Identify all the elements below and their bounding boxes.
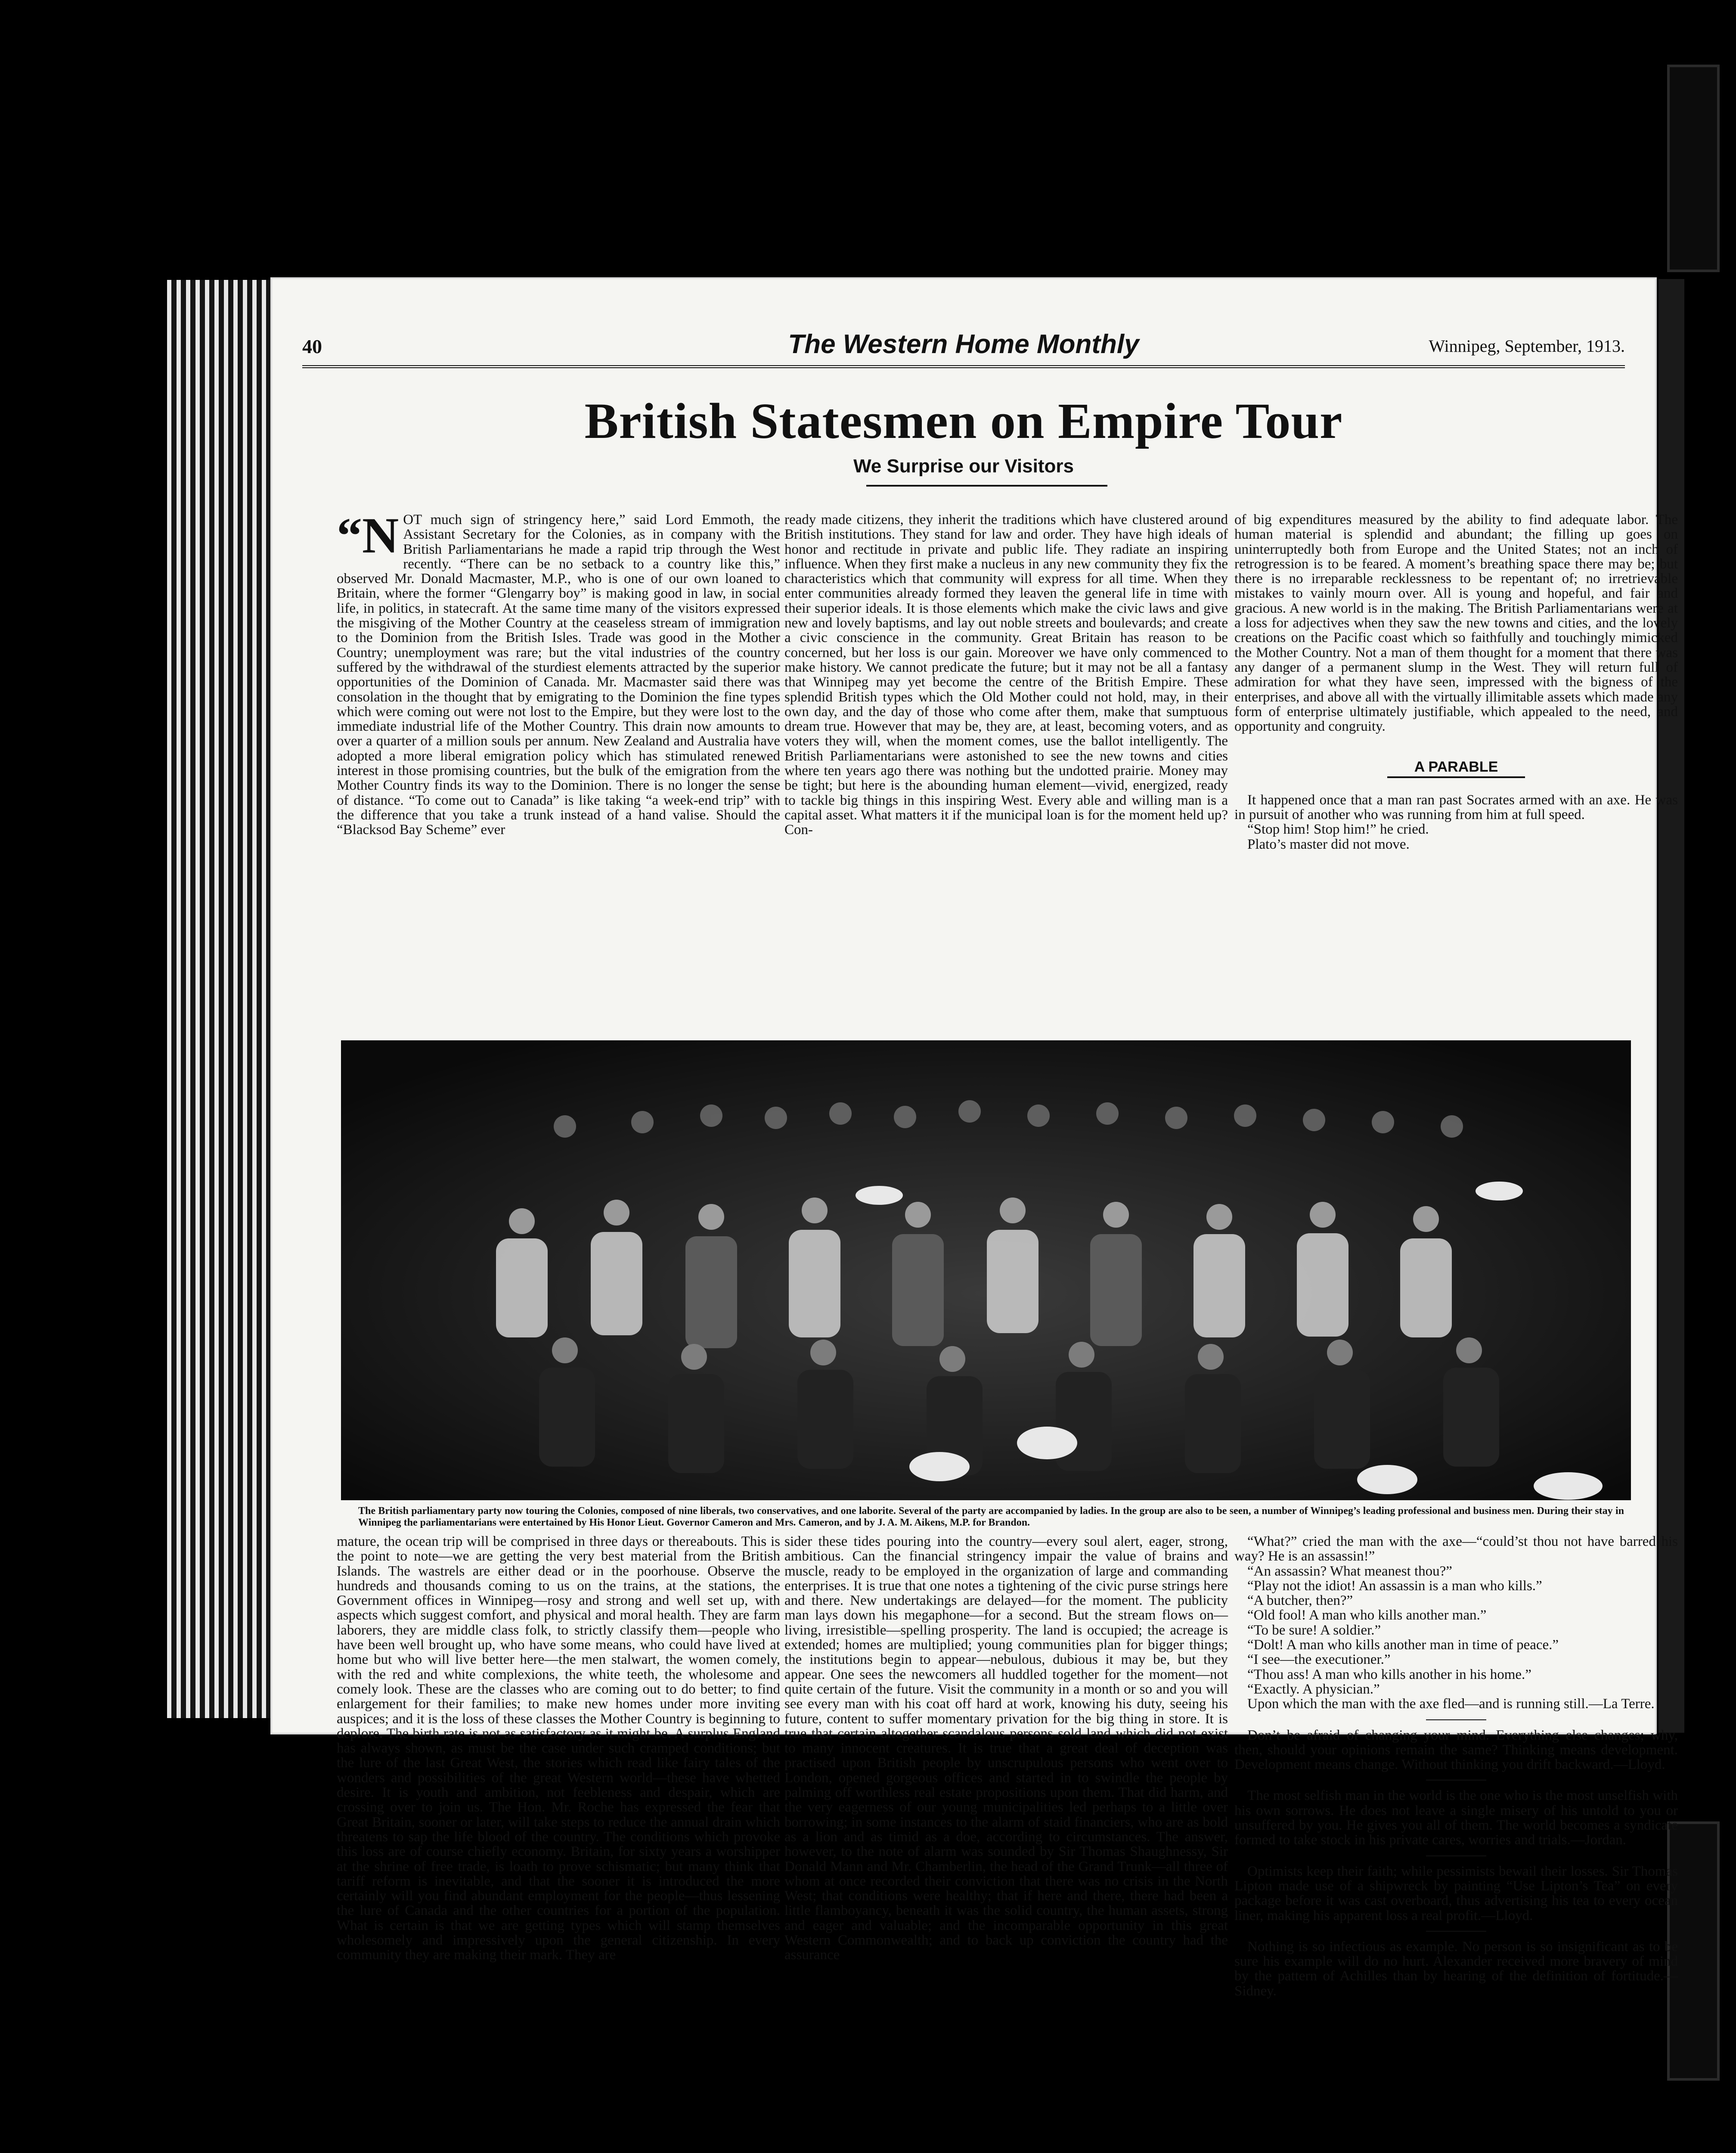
col1-text: OT much sign of stringency here,” said Lord Emmoth, the Assistant Secretary for the Colonies, as in company with the British Parliamentarians he made a rapid trip through the West recently. “There can be no setback to a country like this,” observed Mr. Donald Macmaster, M.P., who is one of our own loaned to Britain, where the former “Glengarry boy” is making good in law, in social life, in politics, in statecraft. At the same time many of the visitors expressed the misgiving of the Mother Country at the ceaseless stream of immigration to the Dominion from the British Isles. Trade was good in the Mother Country; unemployment was rare; but the vital industries of the country suffered by the withdrawal of the sturdiest elements attracted by the superior opportunities of the Dominion of Canada. Mr. Macmaster said there was consolation in the thought that by emigrating to the Dominion the fine types which were coming out were not lost to the Empire, but they were lost to the immediate industrial life of the Mother Country. This drain now amounts to over a quarter of a million souls per annum. New Zealand and Australia have adopted a more liberal emigration policy which has stimulated renewed interest in those promising countries, but the bulk of the emigration from the Mother Country finds its way to the Dominion. There is no longer the sense of distance. “To come out to Canada” is like taking “a week-end trip” with the difference that you take a trunk instead of a hand valise. Should the “Blacksod Bay Scheme” ever: [337, 512, 780, 838]
column-1-top: [337, 507, 780, 1025]
parable-dialogue-4: “A butcher, then?”: [1247, 1593, 1353, 1609]
column-3-top: [1234, 512, 1678, 1033]
parable-rule: [1387, 776, 1525, 778]
column-1-bottom: [337, 1534, 780, 1963]
book-page-edges: [167, 280, 274, 1718]
parable-line-2: “Stop him! Stop him!” he cried.: [1247, 822, 1429, 838]
parable-dialogue-8: “I see—the executioner.”: [1247, 1652, 1391, 1668]
photo-caption: The British parliamentary party now touring the Colonies, composed of nine liberals, two conservatives, and one laborite. Several of the party are accompanied by ladies. In the group are also to be seen, a number of Winnipeg’s leading professional and business men. During their stay in Winnipeg the parliamentarians were entertained by His Honor Lieut. Governor Cameron and Mrs. Cameron, and by J. A. M. Aikens, M.P. for Brandon.: [358, 1505, 1624, 1528]
parable-dialogue-7: “Dolt! A man who kills another man in time of peace.”: [1247, 1637, 1559, 1653]
col1b-text: mature, the ocean trip will be comprised in three days or thereabouts. This is the point to note—we are getting the very best material from the British Islands. The wastrels are either dead or in the poorhouse. Observe the hundreds and thousands coming to us on the trains, at the stations, the Government offices in Winnipeg—rosy and strong and well set up, with aspects which suggest comfort, and physical and moral health. They are farm laborers, they are middle class folk, to strictly classify them—people who have been well brought up, who have some means, who could have lived at home but who will live better here—the men stalwart, the women comely, with the red and white complexions, the white teeth, the wholesome and comely look. These are the classes who are coming out to do better; to find enlargement for their families; to make new homes under more inviting auspices; and it is the loss of these classes the Mother Country is beginning to deplore. The birth rate is not as satisfactory as it might be. A surplus England has always shown, as must be the case under such cramped conditions; but the lure of the last Great West, the stories which read like fairy tales of the wonders and possibilities of the great Western world—these have whetted desire. It is youth and ambition, not feebleness and despair, which are crossing over to join us. The Hon. Mr. Roche has expressed the fear that Great Britain, sooner or later, will take steps to reduce the annual drain which threatens to sap the life blood of the country. The conditions which provoke this loss are of course chiefly economy. Britain, for sixty years a worshipper at the shrine of free trade, is loath to prove schismatic; but many think that tariff reform is inevitable, and that the sooner it is introduced the more certainly will you find abundant employment for the people—thus lessening the lure of Canada and the other countries for a portion of the population. What is certain is that we are getting types which will stamp themselves wholesomely and impressively upon the general citizenship. In every community they are making their mark. They are: [337, 1534, 780, 1963]
subtitle-rule: [866, 485, 1107, 487]
page-number: 40: [302, 335, 322, 357]
parable-dialogue-11: Upon which the man with the axe fled—and is running still.—La Terre.: [1247, 1696, 1655, 1712]
parable-dialogue-1: “What?” cried the man with the axe—“could’st thou not have barred his way? He is an assassin!”: [1234, 1534, 1678, 1564]
page-header: [302, 326, 1625, 368]
parable-heading: A PARABLE: [1414, 759, 1498, 776]
group-photo-illustration: [341, 1040, 1631, 1500]
section-rule: [1426, 1931, 1486, 1932]
article-subtitle: We Surprise our Visitors: [853, 456, 1074, 477]
section-rule: [1426, 1719, 1486, 1720]
column-2-top: [784, 512, 1228, 1025]
group-photograph: [341, 1040, 1631, 1500]
column-2-bottom: [784, 1534, 1228, 1963]
parable-dialogue-3: “Play not the idiot! An assassin is a man who kills.”: [1247, 1578, 1542, 1594]
col2b-text: sider these tides pouring into the country—every soul alert, eager, strong, ambitious. Can the financial stringency impair the value of brains and muscle, ready to be employed in the organization of large and commanding enterprises. It is true that one notes a tightening of the civic purse strings here and there. New undertakings are delayed—for the moment. The publicity man lays down his megaphone—for a second. But the stream flows on—living, irresistible—spelling prosperity. The land is occupied; the acreage is extended; homes are multiplied; young communities plan for bigger things; the institutions begin to appear—nebulous, dubious it may be, but they appear. One sees the newcomers all huddled together for the moment—not quite certain of the future. Visit the community in a month or so and you will see every man with his coat off hard at work, knowing his duty, seeing his future, content to suffer momentary privation for the big thing in store. It is true that certain altogether scandalous persons sold land which did not exist to many innocent creatures. It is true that a great deal of deception was practised upon British people by unscrupulous persons who went over to London, opened gorgeous offices and started in to swindle the people by palming off worthless real estate propositions upon them. That did harm, and the very eagerness of our young municipalities led perhaps to a little over borrowing; in some instances to the alarm of staid financiers, who are as bold as a lion and as timid as a doe, according to circumstances. The answer, however, to the note of alarm was sounded by Sir Thomas Shaughnessy, Sir Donald Mann and Mr. Chamberlin, the head of the Grand Trunk—all three of whom at once recorded their conviction that there was no crisis in the North West; that conditions were healthy; that if here and there, there had been a little flamboyancy, beneath it was the solid country, the human assets, strong and eager and valuable; and the incomparable opportunity in this great Western Commonwealth; and to back up conviction the country had the assurance: [784, 1534, 1228, 1963]
scan-edge-mark-top: [1667, 65, 1720, 272]
quote-jordan: The most selfish man in the world is the one who is the most unselfish with his own sorrows. He does not leave a single misery of his untold to you or unsuffered by you. He gives you all of them. The world becomes a syndicate formed to take stock in his private cares, worries and trials.—Jordan.: [1234, 1788, 1678, 1848]
parable-line-3: Plato’s master did not move.: [1247, 836, 1410, 852]
col3-text: of big expenditures measured by the ability to find adequate labor. The human material is splendid and abundant; the filling up goes on uninterruptedly both from Europe and the United States; not an inch of retrogression is to be feared. A moment’s breathing space there may be; but there is no irreparable recklessness to be repentant of; no irretrievable mistakes to vainly mourn over. All is young and hopeful, and fair and gracious. A new world is in the making. The British Parliamentarians were at a loss for adjectives when they saw the new towns and cities, and the lovely creations on the Pacific coast which so faithfully and touchingly mimicked the Mother Country. Not a man of them thought for a moment that there was any danger of a permanent slump in the West. They will return full of admiration for what they have seen, impressed with the bigness of the enterprises, and above all with the virtually illimitable assets which made any form of enterprise ultimately justifiable, which appealed to the need, and opportunity and congruity.: [1234, 512, 1678, 735]
quote-lloyd-1: Don’t be afraid of changing your mind. Everything else changes; why, then, should your opinions remain the same? Thinking means development. Development means change. Without thinking you drift backward.—Lloyd.: [1234, 1727, 1678, 1773]
parable-dialogue-9: “Thou ass! A man who kills another in his home.”: [1247, 1666, 1531, 1682]
parable-dialogue-6: “To be sure! A soldier.”: [1247, 1622, 1381, 1638]
article-title: British Statesmen on Empire Tour: [584, 393, 1343, 449]
quote-sidney: Nothing is so infectious as example. No person is so insignificant as to be sure his example will do no hurt. Alexander received more bravery of mind by the pattern of Achilles than by hearing of the definition of fortitude.—Sidney.: [1234, 1939, 1678, 1999]
col2-text: ready made citizens, they inherit the traditions which have clustered around British institutions. They stand for law and order. They have high ideals of honor and rectitude in private and public life. They radiate an inspiring influence. When they first make a nucleus in any new community they fix the characteristics which that community will express for all time. When they enter communities already formed they leaven the general life in time with their superior ideals. It is those elements which make the civic laws and give new and lovely baptisms, and lay out noble streets and boulevards; and create a civic conscience in the community. Great Britain has reason to be concerned, but her loss is our gain. Moreover we have only commenced to make history. We cannot predicate the future; but it may not be all a fantasy that Winnipeg may yet become the centre of the British Empire. These splendid British types which the Old Mother could not hold, may, in their own day, and the day of those who come after them, make that sumptuous dream true. However that may be, they are, at least, becoming voters, and as voters they will, when the moment comes, use the ballot intelligently. The British Parliamentarians were astonished to see the new towns and cities where ten years ago there was nothing but the undotted prairie. Money may be tight; but here is the abounding human element—vivid, energized, ready to tackle big things in this inspiring West. Every able and willing man is a capital asset. What matters it if the municipal loan is for the moment held up? Con-: [784, 512, 1228, 838]
parable-dialogue-2: “An assassin? What meanest thou?”: [1247, 1563, 1452, 1579]
quote-lloyd-2: Optimists keep their faith; while pessimists bewail their losses. Sir Thomas Lipton made use of a shipwreck by painting “Use Lipton’s Tea” on every package before it was cast overboard, thus advertising his tea to every ocean liner, making his apparent loss a real profit.—Lloyd.: [1234, 1863, 1678, 1923]
magazine-page: [272, 279, 1678, 1999]
parable-dialogue-5: “Old fool! A man who kills another man.”: [1247, 1607, 1487, 1623]
parable-dialogue-10: “Exactly. A physician.”: [1247, 1681, 1380, 1697]
drop-cap: “N: [337, 507, 399, 564]
column-3-bottom: [1234, 1534, 1678, 1999]
masthead: The Western Home Monthly: [788, 329, 1139, 359]
section-rule: [1426, 1780, 1486, 1781]
section-rule: [1426, 1855, 1486, 1856]
dateline: Winnipeg, September, 1913.: [1429, 336, 1625, 356]
parable-line-1: It happened once that a man ran past Socrates armed with an axe. He was in pursuit of another who was running from him at full speed.: [1234, 792, 1678, 823]
